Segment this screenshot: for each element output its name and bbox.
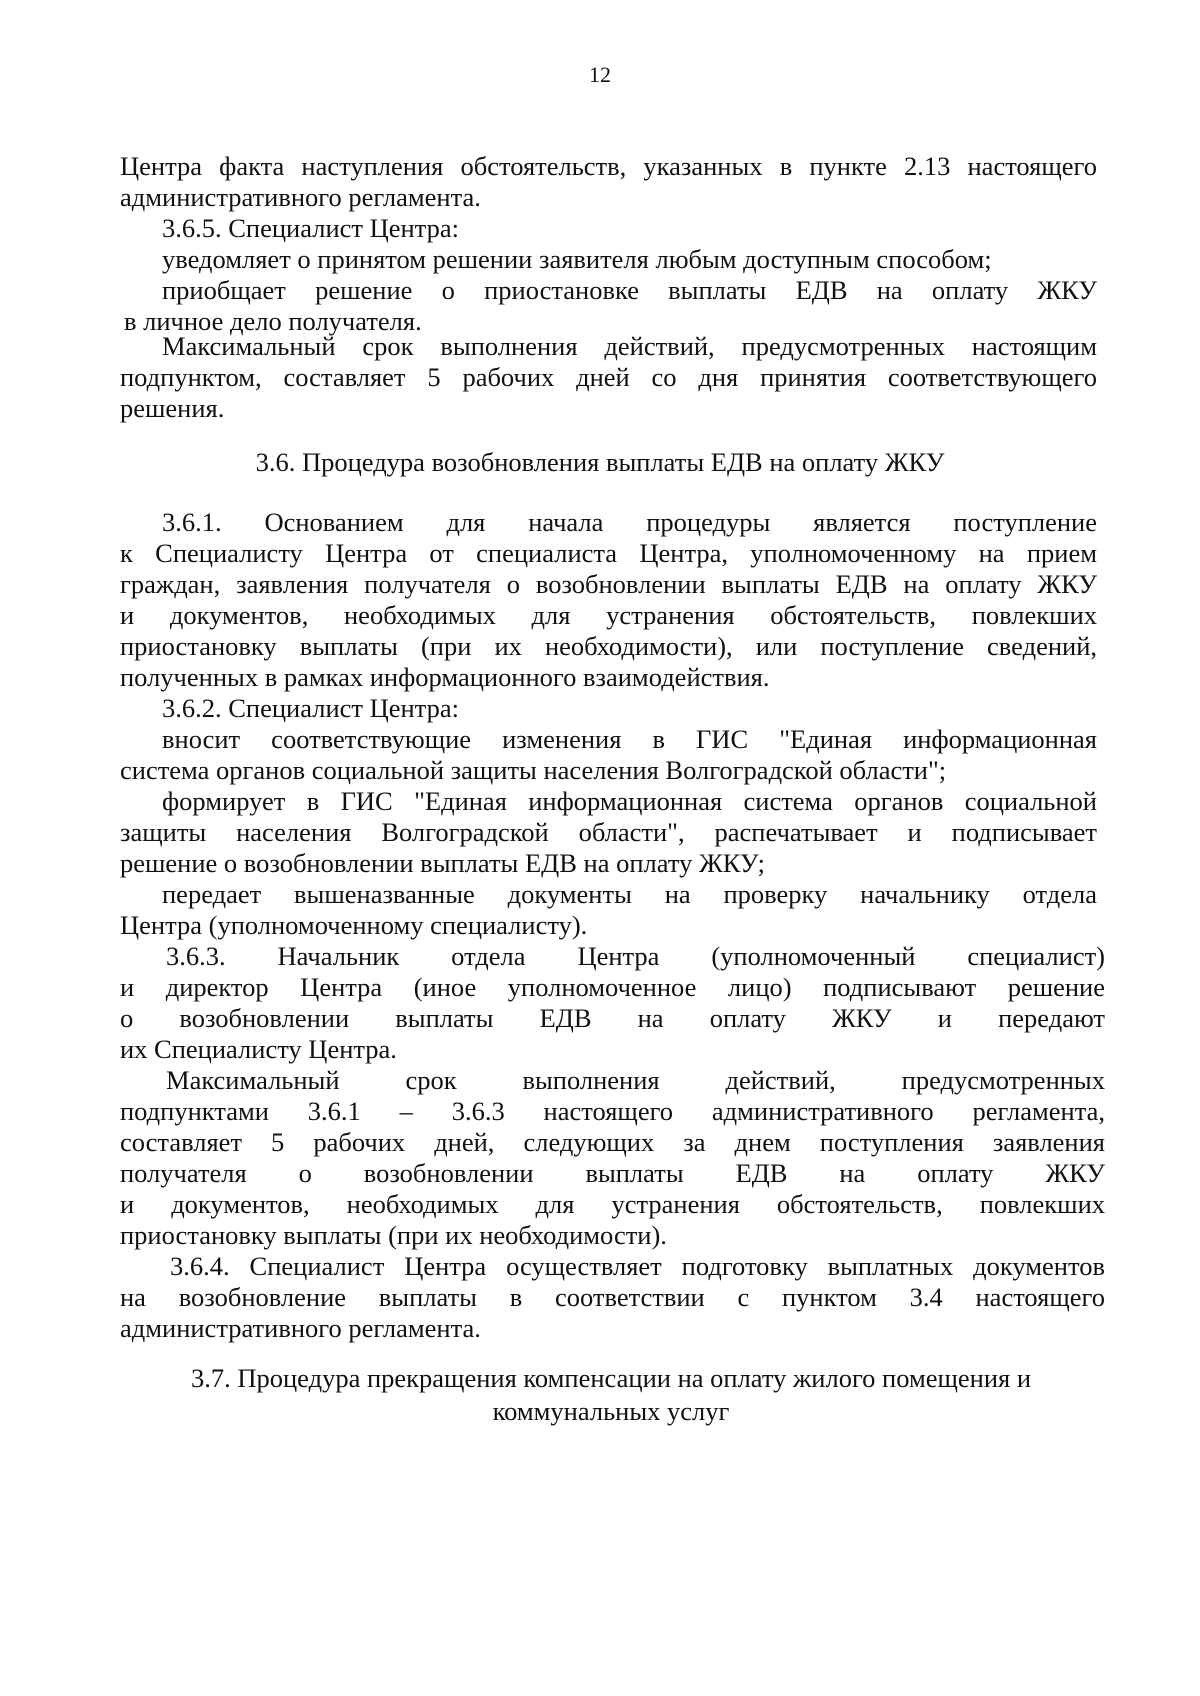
text-line: Центра (уполномоченному специалисту).	[120, 910, 588, 940]
subsection-3-6-1	[120, 507, 1097, 693]
subsection-3-6-2	[120, 693, 1097, 941]
text-line: и директор Центра (иное уполномоченное лицо) подписывают решение	[120, 972, 1105, 1002]
text-line: полученных в рамках информационного взаимодействия.	[120, 662, 770, 692]
text-line: о возобновлении выплаты ЕДВ на оплату ЖКУ и передают	[120, 1003, 1105, 1033]
text-line: в личное дело получателя.	[124, 306, 422, 336]
text-line: 3.6.1. Основанием для начала процедуры является поступление	[162, 507, 1097, 537]
text-line: решения.	[120, 393, 225, 423]
text-line: формирует в ГИС "Единая информационная система органов социальной	[162, 786, 1097, 816]
subsection-3-6-5	[120, 213, 1097, 337]
text-line: 3.6.3. Начальник отдела Центра (уполномоченный специалист)	[166, 941, 1105, 971]
text-line: Максимальный срок выполнения действий, предусмотренных настоящим	[162, 331, 1097, 361]
text-line: Максимальный срок выполнения действий, предусмотренных	[166, 1065, 1105, 1095]
text-line: передает вышеназванные документы на проверку начальнику отдела	[162, 879, 1097, 909]
section-heading-3-6: 3.6. Процедура возобновления выплаты ЕДВ на оплату ЖКУ	[255, 447, 945, 477]
text-line: и документов, необходимых для устранения обстоятельств, повлекших	[120, 600, 1097, 630]
text-line: вносит соответствующие изменения в ГИС "Единая информационная	[162, 724, 1097, 754]
continuation-paragraph	[120, 151, 1097, 213]
text-line: граждан, заявления получателя о возобновлении выплаты ЕДВ на оплату ЖКУ	[120, 569, 1097, 599]
subsection-3-6-3	[120, 941, 1105, 1065]
max-term-paragraph-1	[120, 331, 1097, 424]
text-line: подпунктами 3.6.1 – 3.6.3 настоящего административного регламента,	[120, 1096, 1105, 1126]
text-line: на возобновление выплаты в соответствии с пунктом 3.4 настоящего	[120, 1282, 1105, 1312]
subsection-3-6-4	[120, 1251, 1105, 1344]
heading-line: 3.7. Процедура прекращения компенсации на оплату жилого помещения и	[190, 1363, 1032, 1393]
subsection-title: 3.6.5. Специалист Центра:	[162, 213, 459, 243]
text-line: административного регламента.	[120, 1313, 481, 1343]
text-line: их Специалисту Центра.	[120, 1034, 397, 1064]
page-number: 12	[589, 62, 611, 87]
text-line: административного регламента.	[120, 182, 481, 212]
text-line: уведомляет о принятом решении заявителя любым доступным способом;	[162, 244, 992, 274]
text-line: получателя о возобновлении выплаты ЕДВ на оплату ЖКУ	[120, 1158, 1105, 1188]
text-line: защиты населения Волгоградской области", распечатывает и подписывает	[120, 817, 1097, 847]
max-term-paragraph-2	[120, 1065, 1105, 1251]
text-line: к Специалисту Центра от специалиста Центра, уполномоченному на прием	[120, 538, 1097, 568]
text-line: составляет 5 рабочих дней, следующих за днем поступления заявления	[120, 1127, 1105, 1157]
text-line: Центра факта наступления обстоятельств, указанных в пункте 2.13 настоящего	[120, 151, 1097, 181]
text-line: 3.6.4. Специалист Центра осуществляет подготовку выплатных документов	[170, 1251, 1105, 1281]
text-line: система органов социальной защиты населения Волгоградской области";	[120, 755, 947, 785]
text-line: подпунктом, составляет 5 рабочих дней со дня принятия соответствующего	[120, 362, 1097, 392]
subsection-title: 3.6.2. Специалист Центра:	[162, 693, 459, 723]
section-heading-3-7	[0, 1362, 1200, 1428]
text-line: приостановку выплаты (при их необходимости).	[120, 1220, 667, 1250]
heading-line: коммунальных услуг	[492, 1396, 730, 1426]
text-line: приостановку выплаты (при их необходимости), или поступление сведений,	[120, 631, 1097, 661]
text-line: приобщает решение о приостановке выплаты ЕДВ на оплату ЖКУ	[162, 275, 1097, 305]
text-line: и документов, необходимых для устранения обстоятельств, повлекших	[120, 1189, 1105, 1219]
text-line: решение о возобновлении выплаты ЕДВ на оплату ЖКУ;	[120, 848, 765, 878]
